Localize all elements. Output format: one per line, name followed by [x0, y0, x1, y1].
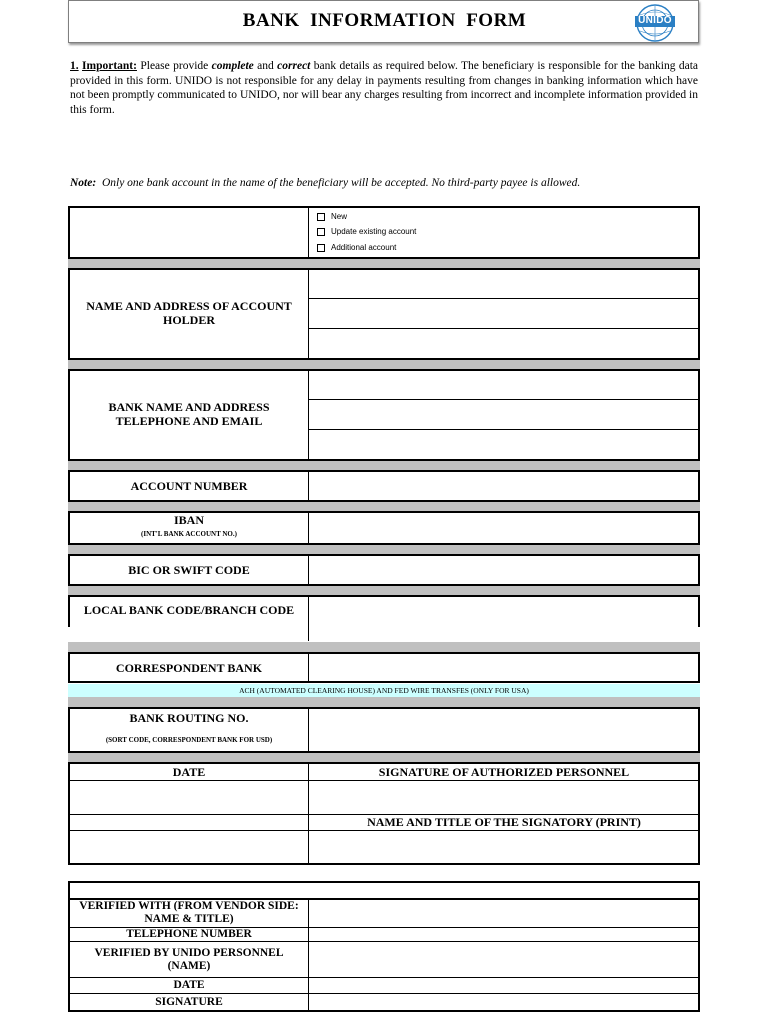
- bank-name-input-2[interactable]: [310, 401, 698, 428]
- unido-logo: [631, 3, 679, 43]
- verified-by-input[interactable]: [310, 943, 698, 976]
- logo-text: UNIDO: [638, 15, 672, 26]
- local-bank-code-label: LOCAL BANK CODE/BRANCH CODE: [83, 603, 295, 617]
- checkbox-icon[interactable]: [317, 213, 325, 221]
- correspondent-bank-input[interactable]: [310, 654, 698, 681]
- important-label: Important:: [82, 60, 137, 72]
- note-text: Only one bank account in the name of the beneficiary will be accepted. No third-party payee is allowed.: [96, 177, 581, 189]
- iban-input[interactable]: [310, 513, 698, 543]
- routing-label: BANK ROUTING NO.: [129, 711, 249, 725]
- verification-signature-label: SIGNATURE: [155, 995, 223, 1008]
- option-new[interactable]: New: [317, 212, 347, 222]
- local-bank-code-input[interactable]: [310, 598, 698, 640]
- name-address-label: NAME AND ADDRESS OF ACCOUNT HOLDER: [86, 299, 292, 327]
- checkbox-icon[interactable]: [317, 228, 325, 236]
- signature-header: SIGNATURE OF AUTHORIZED PERSONNEL: [378, 765, 630, 779]
- name-title-header: NAME AND TITLE OF THE SIGNATORY (PRINT): [367, 815, 641, 829]
- bic-input[interactable]: [310, 556, 698, 584]
- checkbox-icon[interactable]: [317, 244, 325, 252]
- verified-by-label: VERIFIED BY UNIDO PERSONNEL (NAME): [94, 946, 284, 972]
- important-text-1: Please provide: [136, 60, 212, 72]
- name-address-input-1[interactable]: [310, 270, 698, 297]
- account-number-label: ACCOUNT NUMBER: [130, 479, 248, 493]
- important-text-2: bank details as required below. The beneficiary is responsible for the banking data provided in this form. UNIDO is not responsible for any delay in payments resulting from changes in banking information which have not been promptly communicated to UNIDO, nor will bear any charges resulting from incorrect and incomplete information provided in this form.: [70, 60, 698, 116]
- routing-input[interactable]: [310, 709, 698, 751]
- ach-banner: ACH (AUTOMATED CLEARING HOUSE) AND FED WIRE TRANSFES (ONLY FOR USA): [68, 684, 700, 697]
- important-paragraph: [70, 59, 698, 117]
- date-header: DATE: [172, 765, 206, 779]
- form-header: [68, 0, 699, 43]
- bank-name-input-3[interactable]: [310, 431, 698, 458]
- option-additional[interactable]: Additional account: [317, 243, 396, 253]
- note: [70, 176, 700, 190]
- name-address-input-2[interactable]: [310, 300, 698, 327]
- iban-sublabel: (INT'L BANK ACCOUNT NO.): [141, 530, 237, 538]
- verification-date-input[interactable]: [310, 979, 698, 992]
- verified-with-input[interactable]: [310, 900, 698, 926]
- verification-signature-input[interactable]: [310, 995, 698, 1010]
- iban-label: IBAN: [173, 513, 204, 527]
- form-title: BANK INFORMATION FORM: [242, 10, 527, 31]
- bank-name-input-1[interactable]: [310, 371, 698, 398]
- important-correct: correct: [277, 60, 311, 72]
- important-and: and: [253, 60, 278, 72]
- important-number: 1.: [70, 60, 79, 72]
- bic-label: BIC OR SWIFT CODE: [128, 563, 250, 577]
- bank-name-label: BANK NAME AND ADDRESS TELEPHONE AND EMAIL: [108, 400, 270, 428]
- date-input[interactable]: [70, 782, 307, 813]
- important-complete: complete: [211, 60, 254, 72]
- telephone-input[interactable]: [310, 928, 698, 940]
- date-input-2[interactable]: [70, 832, 307, 863]
- verified-with-label: VERIFIED WITH (FROM VENDOR SIDE: NAME & TITLE): [79, 900, 299, 925]
- note-label: Note:: [70, 177, 97, 189]
- signature-input[interactable]: [310, 782, 698, 813]
- verification-date-label: DATE: [173, 979, 205, 991]
- telephone-label: TELEPHONE NUMBER: [126, 928, 252, 940]
- name-title-input[interactable]: [310, 832, 698, 863]
- name-address-input-3[interactable]: [310, 330, 698, 357]
- routing-sublabel: (SORT CODE, CORRESPONDENT BANK FOR USD): [105, 736, 273, 744]
- account-number-input[interactable]: [310, 472, 698, 500]
- correspondent-bank-label: CORRESPONDENT BANK: [115, 660, 263, 675]
- option-update-existing[interactable]: Update existing account: [317, 227, 416, 237]
